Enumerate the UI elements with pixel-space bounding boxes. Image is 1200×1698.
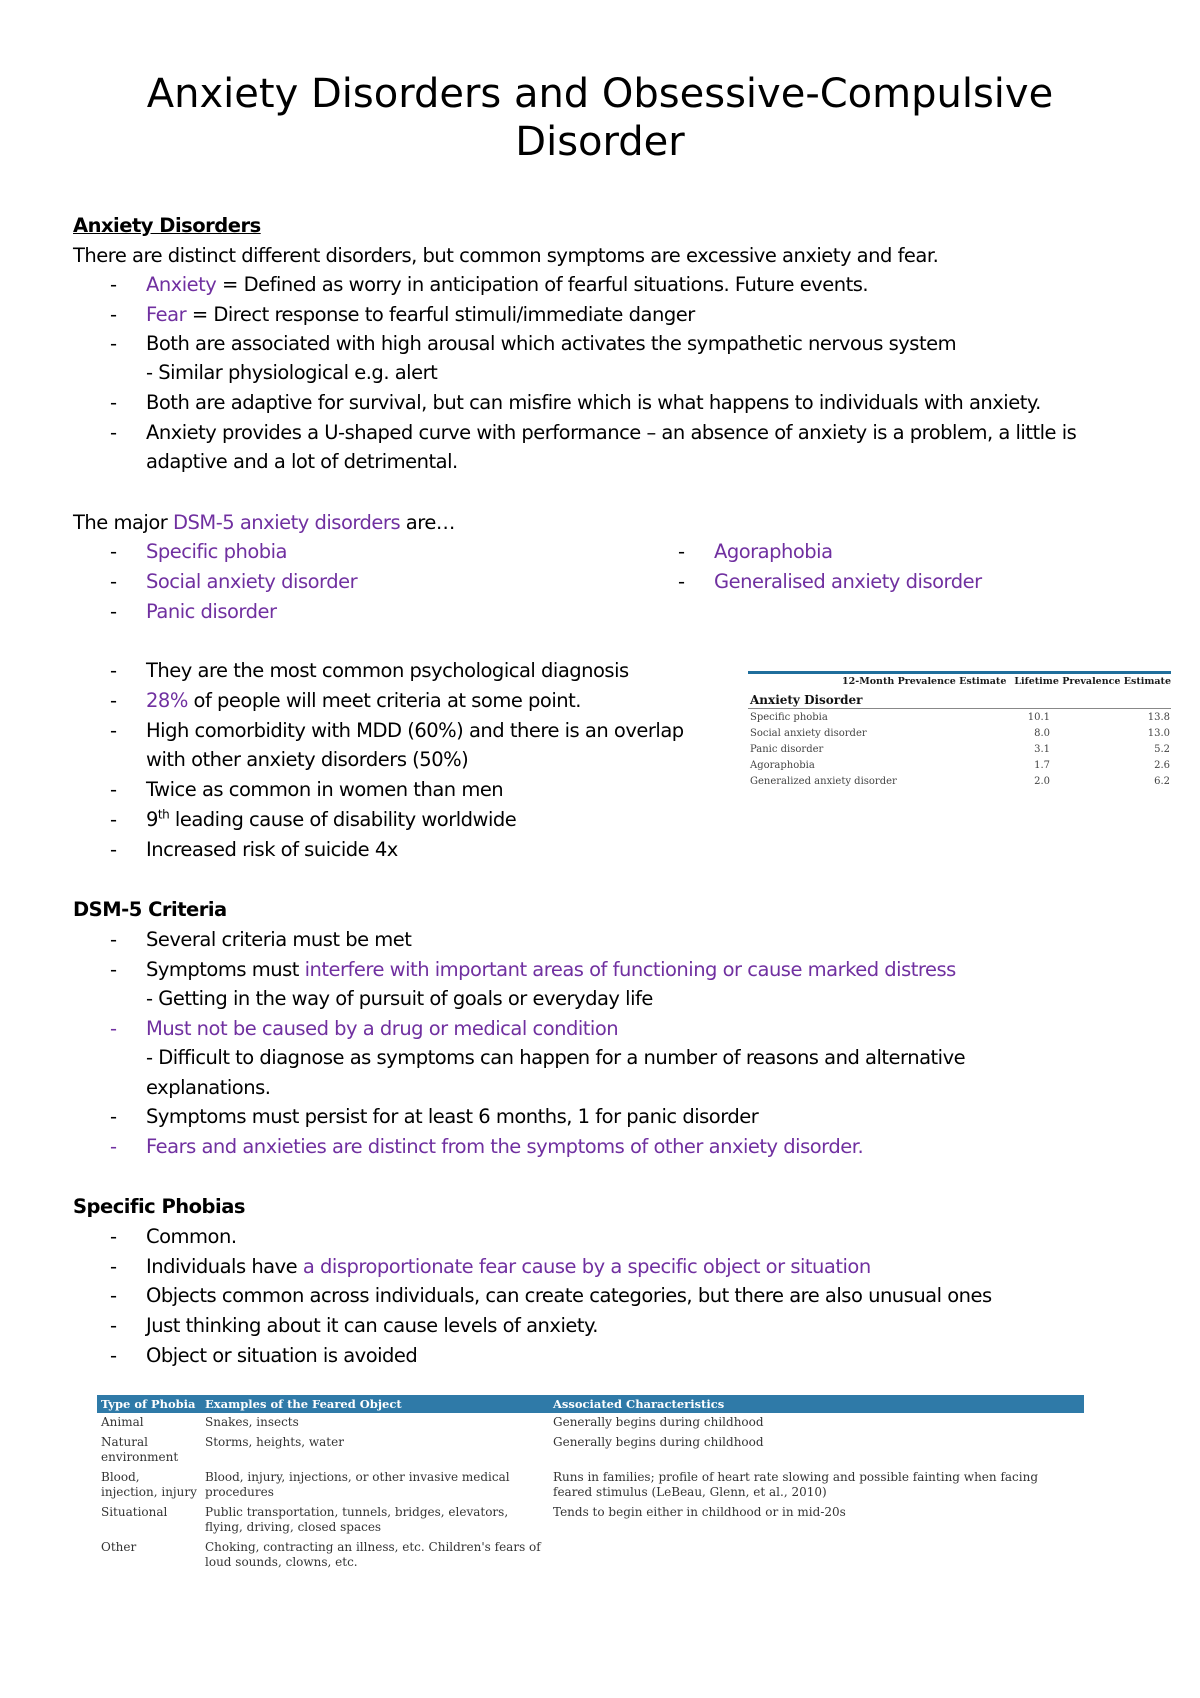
row-12-month: 2.0 bbox=[1034, 775, 1050, 787]
table-row bbox=[748, 741, 1171, 757]
section-heading-dsm5-criteria: DSM-5 Criteria bbox=[73, 898, 227, 921]
bullet-u-curve-line1: Anxiety provides a U-shaped curve with performance – an absence of anxiety is a problem, a little is bbox=[146, 421, 1077, 444]
fact-text: leading cause of disability worldwide bbox=[169, 808, 517, 831]
col-type-of-phobia: Type of Phobia bbox=[97, 1395, 201, 1413]
bullet-dash: - bbox=[110, 570, 118, 593]
bullet-text: = Defined as worry in anticipation of fearful situations. Future events. bbox=[216, 273, 869, 296]
criteria-not-drug: Must not be caused by a drug or medical condition bbox=[146, 1017, 619, 1040]
bullet-dash: - bbox=[110, 1344, 118, 1367]
criteria-several: Several criteria must be met bbox=[146, 928, 412, 951]
term-fear: Fear bbox=[146, 303, 187, 326]
bullet-u-curve-line2: adaptive and a lot of detrimental. bbox=[146, 450, 458, 473]
row-12-month: 1.7 bbox=[1034, 759, 1050, 771]
term-interfere: interfere with important areas of functioning or cause marked distress bbox=[304, 958, 956, 981]
cell-examples: Choking, contracting an illness, etc. Children's fears of loud sounds, clowns, etc. bbox=[205, 1540, 541, 1569]
fact-disability bbox=[146, 805, 516, 834]
phobia-text: Individuals have bbox=[146, 1255, 303, 1278]
criteria-not-drug-sub-line1: - Difficult to diagnose as symptoms can happen for a number of reasons and alternative bbox=[146, 1046, 966, 1069]
phobia-categories: Objects common across individuals, can create categories, but there are also unusual ones bbox=[146, 1284, 992, 1307]
bullet-dash: - bbox=[110, 778, 118, 801]
bullet-dash: - bbox=[110, 303, 118, 326]
bullet-dash: - bbox=[110, 1284, 118, 1307]
term-dsm5-anxiety-disorders: DSM-5 anxiety disorders bbox=[172, 511, 401, 534]
disorder-panic: Panic disorder bbox=[146, 600, 277, 623]
row-name: Social anxiety disorder bbox=[750, 727, 867, 739]
section-heading-specific-phobias: Specific Phobias bbox=[73, 1195, 245, 1218]
bullet-dash: - bbox=[678, 570, 686, 593]
bullet-dash: - bbox=[110, 1314, 118, 1337]
fact-suicide: Increased risk of suicide 4x bbox=[146, 838, 398, 861]
bullet-dash: - bbox=[110, 1255, 118, 1278]
fact-most-common: They are the most common psychological diagnosis bbox=[146, 659, 629, 682]
cell-type: Situational bbox=[101, 1505, 168, 1519]
cell-characteristics: Tends to begin either in childhood or in mid-20s bbox=[553, 1505, 846, 1519]
bullet-dash: - bbox=[110, 689, 118, 712]
criteria-duration: Symptoms must persist for at least 6 months, 1 for panic disorder bbox=[146, 1105, 759, 1128]
bullet-dash: - bbox=[110, 273, 118, 296]
term-anxiety: Anxiety bbox=[146, 273, 217, 296]
cell-characteristics: Runs in families; profile of heart rate slowing and possible fainting when facing feared stimulus (LeBeau, Glenn, et al., 2010) bbox=[553, 1470, 1039, 1499]
bullet-dash: - bbox=[110, 332, 118, 355]
term-28-percent: 28% bbox=[146, 689, 188, 712]
disorder-generalised-anxiety: Generalised anxiety disorder bbox=[714, 570, 982, 593]
row-12-month: 8.0 bbox=[1034, 727, 1050, 739]
cell-characteristics: Generally begins during childhood bbox=[553, 1415, 764, 1429]
cell-examples: Public transportation, tunnels, bridges, elevators, flying, driving, closed spaces bbox=[205, 1505, 509, 1534]
bullet-dash: - bbox=[110, 600, 118, 623]
disorder-social-anxiety: Social anxiety disorder bbox=[146, 570, 358, 593]
fact-28-percent bbox=[146, 686, 581, 715]
phobia-common: Common. bbox=[146, 1225, 237, 1248]
criteria-distinct: Fears and anxieties are distinct from the symptoms of other anxiety disorder. bbox=[146, 1135, 864, 1158]
table-header-row bbox=[97, 1395, 1084, 1413]
fact-superscript: th bbox=[157, 807, 170, 822]
bullet-dash: - bbox=[110, 958, 118, 981]
phobia-types-table bbox=[97, 1395, 1084, 1573]
cell-characteristics bbox=[549, 1538, 1084, 1573]
cell-examples: Storms, heights, water bbox=[205, 1435, 344, 1449]
prevalence-table bbox=[748, 671, 1171, 789]
prevalence-table-column-headers bbox=[748, 671, 1171, 692]
row-lifetime: 2.6 bbox=[1154, 759, 1170, 771]
row-lifetime: 13.8 bbox=[1147, 711, 1170, 723]
table-row bbox=[97, 1413, 1084, 1433]
bullet-dash: - bbox=[110, 421, 118, 444]
fact-comorbidity-line1: High comorbidity with MDD (60%) and there is an overlap bbox=[146, 719, 684, 742]
bullet-arousal: Both are associated with high arousal which activates the sympathetic nervous system bbox=[146, 332, 957, 355]
prevalence-table-header: Anxiety Disorder bbox=[748, 692, 1171, 709]
page-title: Anxiety Disorders and Obsessive-Compulsive Disorder bbox=[146, 71, 1054, 165]
phobia-avoided: Object or situation is avoided bbox=[146, 1344, 418, 1367]
table-row bbox=[748, 757, 1171, 773]
disorder-specific-phobia: Specific phobia bbox=[146, 540, 288, 563]
bullet-dash: - bbox=[110, 808, 118, 831]
cell-type: Blood, injection, injury bbox=[101, 1470, 197, 1499]
cell-characteristics: Generally begins during childhood bbox=[553, 1435, 764, 1449]
bullet-adaptive: Both are adaptive for survival, but can misfire which is what happens to individuals with anxiety. bbox=[146, 391, 1041, 414]
intro-text: There are distinct different disorders, but common symptoms are excessive anxiety and fear. bbox=[73, 244, 939, 267]
major-disorders-lead bbox=[73, 508, 455, 537]
bullet-dash: - bbox=[110, 1105, 118, 1128]
criteria-text: Symptoms must bbox=[146, 958, 305, 981]
bullet-dash: - bbox=[110, 659, 118, 682]
col-lifetime: Lifetime Prevalence Estimate bbox=[1014, 676, 1171, 687]
disorder-agoraphobia: Agoraphobia bbox=[714, 540, 833, 563]
table-row bbox=[97, 1538, 1084, 1573]
bullet-anxiety-definition bbox=[146, 270, 868, 299]
col-examples: Examples of the Feared Object bbox=[201, 1395, 549, 1413]
bullet-dash: - bbox=[110, 1225, 118, 1248]
col-12-month: 12-Month Prevalence Estimate bbox=[842, 676, 1007, 687]
bullet-dash: - bbox=[110, 1017, 118, 1040]
phobia-thinking: Just thinking about it can cause levels of anxiety. bbox=[146, 1314, 598, 1337]
row-name: Specific phobia bbox=[750, 711, 828, 723]
fact-comorbidity-line2: with other anxiety disorders (50%) bbox=[146, 748, 469, 771]
cell-type: Animal bbox=[101, 1415, 144, 1429]
row-name: Panic disorder bbox=[750, 743, 824, 755]
lead-text: The major bbox=[73, 511, 173, 534]
row-lifetime: 6.2 bbox=[1154, 775, 1170, 787]
table-row bbox=[748, 773, 1171, 789]
table-row bbox=[748, 709, 1171, 725]
fact-text: of people will meet criteria at some point. bbox=[187, 689, 581, 712]
table-row bbox=[748, 725, 1171, 741]
bullet-dash: - bbox=[110, 1135, 118, 1158]
lead-end: are… bbox=[400, 511, 455, 534]
row-name: Generalized anxiety disorder bbox=[750, 775, 897, 787]
table-row bbox=[97, 1503, 1084, 1538]
bullet-text: = Direct response to fearful stimuli/immediate danger bbox=[186, 303, 695, 326]
bullet-dash: - bbox=[110, 719, 118, 742]
phobia-disproportionate bbox=[146, 1252, 871, 1281]
table-row bbox=[97, 1433, 1084, 1468]
row-12-month: 3.1 bbox=[1034, 743, 1050, 755]
row-name: Agoraphobia bbox=[750, 759, 815, 771]
cell-type: Other bbox=[101, 1540, 137, 1554]
fact-number: 9 bbox=[146, 808, 158, 831]
fact-women-men: Twice as common in women than men bbox=[146, 778, 504, 801]
criteria-interfere bbox=[146, 955, 956, 984]
criteria-interfere-sub: - Getting in the way of pursuit of goals or everyday life bbox=[146, 987, 653, 1010]
bullet-dash: - bbox=[110, 928, 118, 951]
cell-type: Natural environment bbox=[101, 1435, 179, 1464]
term-disproportionate-fear: a disproportionate fear cause by a specific object or situation bbox=[302, 1255, 871, 1278]
bullet-dash: - bbox=[110, 838, 118, 861]
bullet-arousal-sub: - Similar physiological e.g. alert bbox=[146, 361, 438, 384]
cell-examples: Blood, injury, injections, or other invasive medical procedures bbox=[205, 1470, 510, 1499]
row-lifetime: 5.2 bbox=[1154, 743, 1170, 755]
row-12-month: 10.1 bbox=[1027, 711, 1050, 723]
bullet-fear-definition bbox=[146, 300, 695, 329]
bullet-dash: - bbox=[678, 540, 686, 563]
col-characteristics: Associated Characteristics bbox=[549, 1395, 1084, 1413]
cell-examples: Snakes, insects bbox=[205, 1415, 299, 1429]
criteria-not-drug-sub-line2: explanations. bbox=[146, 1076, 271, 1099]
bullet-dash: - bbox=[110, 391, 118, 414]
section-heading-anxiety-disorders: Anxiety Disorders bbox=[73, 214, 261, 237]
row-lifetime: 13.0 bbox=[1147, 727, 1170, 739]
table-row bbox=[97, 1468, 1084, 1503]
bullet-dash: - bbox=[110, 540, 118, 563]
